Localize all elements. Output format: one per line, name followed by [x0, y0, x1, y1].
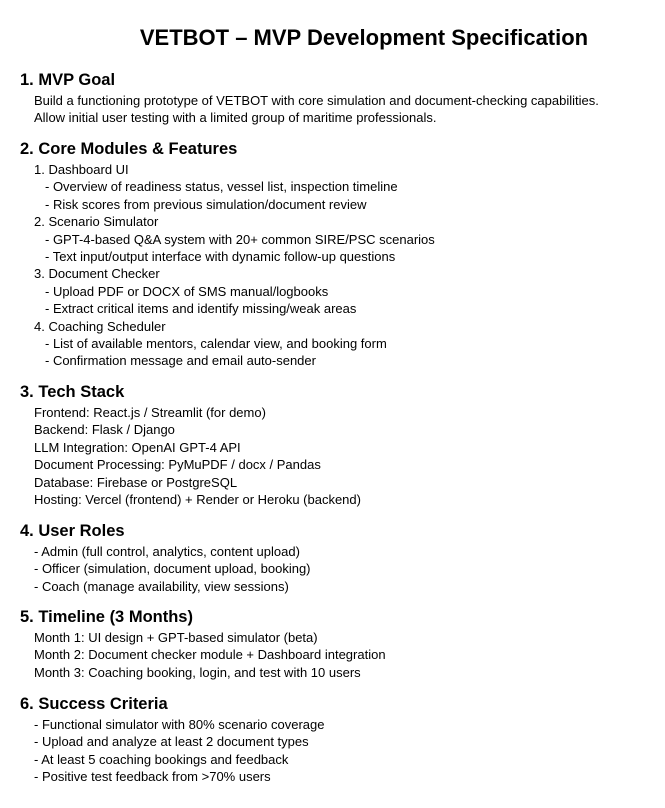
section-heading: 2. Core Modules & Features — [20, 140, 238, 158]
section-tech-stack — [20, 382, 655, 508]
section-success-criteria — [20, 694, 655, 786]
section-body — [20, 161, 655, 370]
section-user-roles — [20, 521, 655, 595]
text-line: Database: Firebase or PostgreSQL — [34, 474, 238, 490]
text-line: Month 2: Document checker module + Dashboard integration — [34, 647, 386, 663]
section-core-modules — [20, 139, 655, 370]
text-line: - Admin (full control, analytics, content upload) — [34, 544, 300, 559]
section-timeline — [20, 607, 655, 681]
module-dashboard-ui — [34, 161, 655, 213]
text-line: LLM Integration: OpenAI GPT-4 API — [34, 439, 241, 455]
text-line: Month 3: Coaching booking, login, and test with 10 users — [34, 664, 361, 680]
section-body — [20, 404, 655, 508]
module-title: 1. Dashboard UI — [34, 162, 129, 177]
text-line: Allow initial user testing with a limited group of maritime professionals. — [34, 110, 437, 126]
section-heading: 3. Tech Stack — [20, 383, 125, 401]
section-body — [20, 92, 655, 127]
section-body — [20, 543, 655, 595]
text-line: - Officer (simulation, document upload, booking) — [34, 561, 311, 577]
text-line: Document Processing: PyMuPDF / docx / Pandas — [34, 457, 321, 473]
section-heading: 5. Timeline (3 Months) — [20, 608, 193, 626]
section-mvp-goal — [20, 70, 655, 127]
module-document-checker — [34, 265, 655, 317]
section-heading: 4. User Roles — [20, 522, 125, 540]
module-feature: - Text input/output interface with dynamic follow-up questions — [45, 248, 396, 264]
module-title: 4. Coaching Scheduler — [34, 318, 166, 334]
module-title: 3. Document Checker — [34, 266, 160, 282]
module-feature: - GPT-4-based Q&A system with 20+ common SIRE/PSC scenarios — [45, 231, 435, 247]
text-line: Frontend: React.js / Streamlit (for demo) — [34, 405, 266, 420]
module-feature: - Confirmation message and email auto-sender — [45, 353, 316, 369]
module-title: 2. Scenario Simulator — [34, 214, 159, 230]
section-heading: 1. MVP Goal — [20, 71, 116, 89]
module-feature: - Overview of readiness status, vessel list, inspection timeline — [45, 179, 398, 195]
section-body — [20, 716, 655, 786]
module-feature: - Risk scores from previous simulation/document review — [45, 196, 367, 212]
text-line: Hosting: Vercel (frontend) + Render or Heroku (backend) — [34, 491, 361, 507]
section-body — [20, 629, 655, 681]
text-line: - At least 5 coaching bookings and feedback — [34, 751, 289, 767]
document-title: VETBOT – MVP Development Specification — [139, 25, 589, 50]
module-scenario-simulator — [34, 213, 655, 265]
text-line: - Coach (manage availability, view sessions) — [34, 578, 289, 594]
module-feature: - Extract critical items and identify missing/weak areas — [45, 301, 357, 317]
text-line: - Positive test feedback from >70% users — [34, 769, 271, 785]
text-line: - Upload and analyze at least 2 document types — [34, 734, 309, 750]
text-line: - Functional simulator with 80% scenario coverage — [34, 717, 325, 732]
module-coaching-scheduler — [34, 318, 655, 370]
text-line: Month 1: UI design + GPT-based simulator (beta) — [34, 630, 318, 645]
module-feature: - List of available mentors, calendar view, and booking form — [45, 335, 387, 351]
text-line: Build a functioning prototype of VETBOT with core simulation and document-checking capabilities. — [34, 93, 599, 108]
text-line: Backend: Flask / Django — [34, 422, 175, 438]
module-feature: - Upload PDF or DOCX of SMS manual/logbooks — [45, 283, 329, 299]
section-heading: 6. Success Criteria — [20, 695, 168, 713]
